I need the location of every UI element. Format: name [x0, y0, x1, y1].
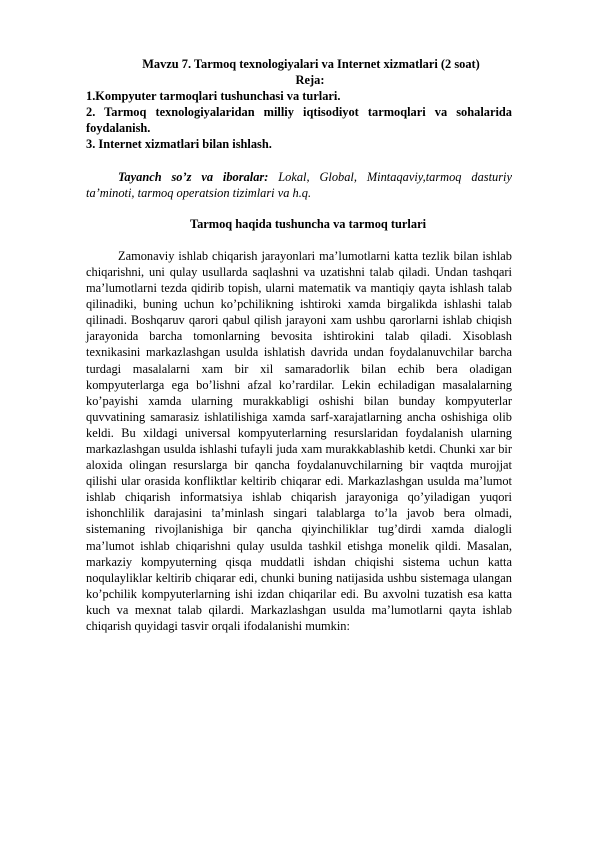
- lecture-title: Mavzu 7. Tarmoq texnologiyalari va Internet xizmatlari (2 soat): [142, 57, 480, 71]
- plan-item-2: 2. Tarmoq texnologiyalaridan milliy iqtisodiyot tarmoqlari va sohalarida foydalanish.: [86, 105, 512, 136]
- body-paragraph: Zamonaviy ishlab chiqarish jarayonlari ma’lumotlarni katta tezlik bilan ishlab chiqarishni, uni qulay usullarda saqlashni va uzatishni talab qiladi. Undan tashqari ma’lumotlarni tezda qidirib topish, ularni matematik va mantiqiy qayta ishlash talab qilinadiki, buning uchun ko’pchilikning ishtiroki xamda birgalikda ishlashi talab qilinadi. Boshqaruv qarori qabul qilish jarayoni xam ushbu qarorlarni ishlab chiqish jarayonida barcha tomonlarning bevosita ishtirokini talab qiladi. Xisoblash texnikasini markazlashgan usulda ishlatish davrida undan foydalanuvchilar barcha turdagi masalalarni xam bir xil samaradorlik bilan echib bera oladigan kompyuterlarga ega bo’lishni afzal ko’rardilar. Lekin echiladigan masalalarning ko’payishi xamda ularning murakkabligi oshishi bilan bunday kompyuterlar quvvatining samarasiz ishlatilishiga xamda sarf-xarajatlarning ancha oshishiga olib keldi. Bu xildagi universal kompyuterlarning resurslaridan foydalanish ularning markazlashgan usulda ishlashi tufayli juda xam murakkablashib ketdi. Chunki xar bir aloxida olingan resurslarga bir qancha foydalanuvchilarning bir vaqtda murojjat qilishi ular orasida konfliktlar keltirib chiqarar edi. Markazlashgan usulda ma’lumot ishlab chiqarish informatsiya ishlab chiqarish jarayoniga qo’yiladigan yuqori ishonchlilik darajasini ta’minlash singari talablarga to’la javob bera olmadi, sistemaning rivojlanishiga bir qancha qiyinchiliklar tug’dirdi xamda dialogli ma’lumot ishlab chiqarishni qulay usulda tashkil etishga monelik qildi. Masalan, markaziy kompyuterning qisqa muddatli ishdan chiqishi sistema uchun katta noqulayliklar keltirib chiqarar edi, chunki buning natijasida ushbu sistemaga ulangan ko’pchilik kompyuterlarning ishi izdan chiqarilar edi. Bu axvolni tuzatish esa katta kuch va mexnat talab qilardi. Markazlashgan usulda ma’lumotlarni qayta ishlab chiqarish quyidagi tasvir orqali ifodalanishi mumkin:: [86, 248, 512, 633]
- keywords-label: Tayanch so’z va iboralar:: [118, 169, 269, 184]
- section-heading: Tarmoq haqida tushuncha va tarmoq turlari: [189, 216, 427, 231]
- keywords-text: Lokal, Global, Mintaqaviy,tarmoq dasturiy ta’minoti, tarmoq operatsion tizimlari va h.q.: [86, 169, 512, 200]
- plan-item-1: 1.Kompyuter tarmoqlari tushunchasi va turlari.: [86, 89, 341, 104]
- plan-label: Reja:: [295, 73, 325, 88]
- keywords-paragraph: [86, 169, 512, 201]
- document-content: [86, 56, 512, 634]
- plan-item-3: 3. Internet xizmatlari bilan ishlash.: [86, 137, 272, 152]
